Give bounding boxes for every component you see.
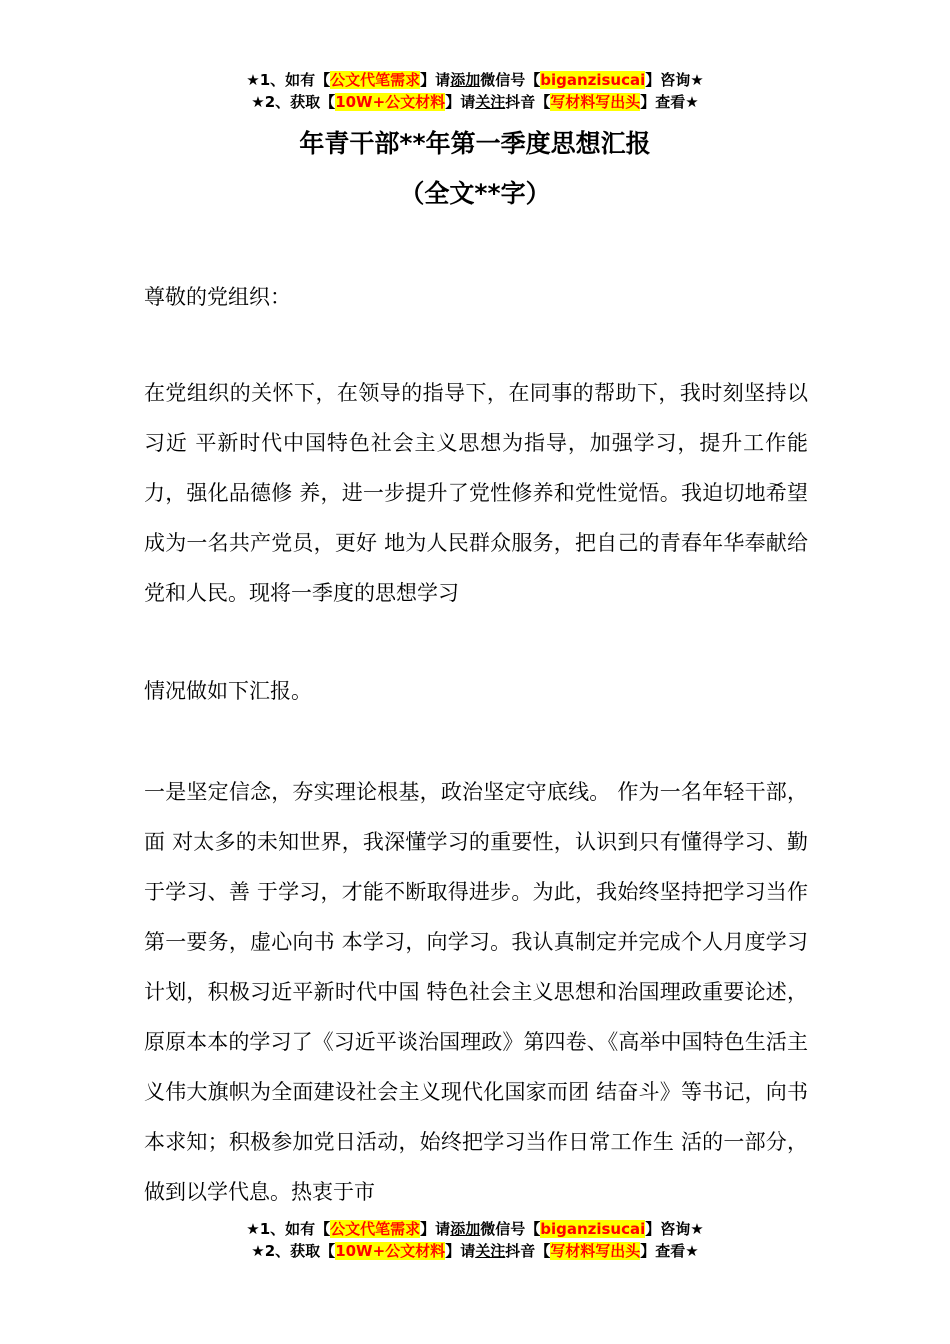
promo-text: 】查看★ bbox=[640, 1242, 699, 1260]
promo-text: ★1、如有【 bbox=[246, 1220, 331, 1238]
promo-banner-top bbox=[0, 69, 950, 113]
document-title: 年青干部**年第一季度思想汇报 bbox=[299, 129, 651, 158]
paragraph-text: 情况做如下汇报。 bbox=[144, 679, 312, 703]
promo-highlight-douyin: 写材料写出头 bbox=[550, 93, 641, 111]
promo-underlined: 添加 bbox=[450, 71, 481, 89]
promo-underlined: 添加 bbox=[450, 1220, 481, 1238]
promo-banner-bottom bbox=[0, 1218, 950, 1262]
promo-text: 】查看★ bbox=[640, 93, 699, 111]
promo-underlined: 关注 bbox=[475, 1242, 506, 1260]
promo-text: 】请 bbox=[445, 1242, 476, 1260]
promo-text: ★2、获取【 bbox=[251, 93, 336, 111]
promo-text: 】请 bbox=[420, 71, 451, 89]
promo-highlight: 10W+公文材料 bbox=[335, 93, 446, 111]
promo-text: 】咨询★ bbox=[645, 1220, 704, 1238]
promo-text: ★1、如有【 bbox=[246, 71, 331, 89]
promo-text: 抖音【 bbox=[505, 93, 551, 111]
promo-text: 微信号【 bbox=[480, 71, 541, 89]
promo-text: 】咨询★ bbox=[645, 71, 704, 89]
promo-highlight-douyin: 写材料写出头 bbox=[550, 1242, 641, 1260]
paragraph-text: 在党组织的关怀下，在领导的指导下，在同事的帮助下，我时刻坚持以习近 平新时代中国特色社会主义思想为指导，加强学习，提升工作能力，强化品德修 养，进一步提升了党性修养和党性觉悟。我迫切地希望成为一名共产党员，更好 地为人民群众服务，把自己的青春年华奉献给党和人民。现将一季度的思想学习 bbox=[144, 381, 808, 605]
promo-text: 微信号【 bbox=[480, 1220, 541, 1238]
promo-line-1 bbox=[0, 1218, 950, 1240]
promo-text: 抖音【 bbox=[505, 1242, 551, 1260]
promo-highlight: 10W+公文材料 bbox=[335, 1242, 446, 1260]
promo-highlight-wechat: biganzisucai bbox=[540, 71, 646, 89]
promo-line-1 bbox=[0, 69, 950, 91]
document-subtitle: （全文**字） bbox=[399, 179, 551, 208]
salutation: 尊敬的党组织： bbox=[144, 285, 291, 309]
body-paragraph-1 bbox=[144, 368, 808, 618]
promo-text: 】请 bbox=[420, 1220, 451, 1238]
body-paragraph-1-cont bbox=[144, 666, 808, 716]
promo-underlined: 关注 bbox=[475, 93, 506, 111]
body-paragraph-2 bbox=[144, 767, 808, 1217]
paragraph-text: 一是坚定信念，夯实理论根基，政治坚定守底线。 作为一名年轻干部，面 对太多的未知世界，我深懂学习的重要性，认识到只有懂得学习、勤于学习、善 于学习，才能不断取得进步。为此，我始终坚持把学习当作第一要务，虚心向书 本学习，向学习。我认真制定并完成个人月度学习计划，积极习近平新时代中国 特色社会主义思想和治国理政重要论述，原原本本的学习了《习近平谈治国理政》第四卷、《高举中国特色生活主义伟大旗帜为全面建设社会主义现代化国家而团 结奋斗》等书记，向书本求知；积极参加党日活动，始终把学习当作日常工作生 活的一部分，做到以学代息。热衷于市 bbox=[144, 780, 808, 1204]
promo-text: ★2、获取【 bbox=[251, 1242, 336, 1260]
promo-highlight-wechat: biganzisucai bbox=[540, 1220, 646, 1238]
promo-line-2 bbox=[0, 91, 950, 113]
promo-highlight: 公文代笔需求 bbox=[330, 71, 421, 89]
promo-highlight: 公文代笔需求 bbox=[330, 1220, 421, 1238]
promo-line-2 bbox=[0, 1240, 950, 1262]
promo-text: 】请 bbox=[445, 93, 476, 111]
